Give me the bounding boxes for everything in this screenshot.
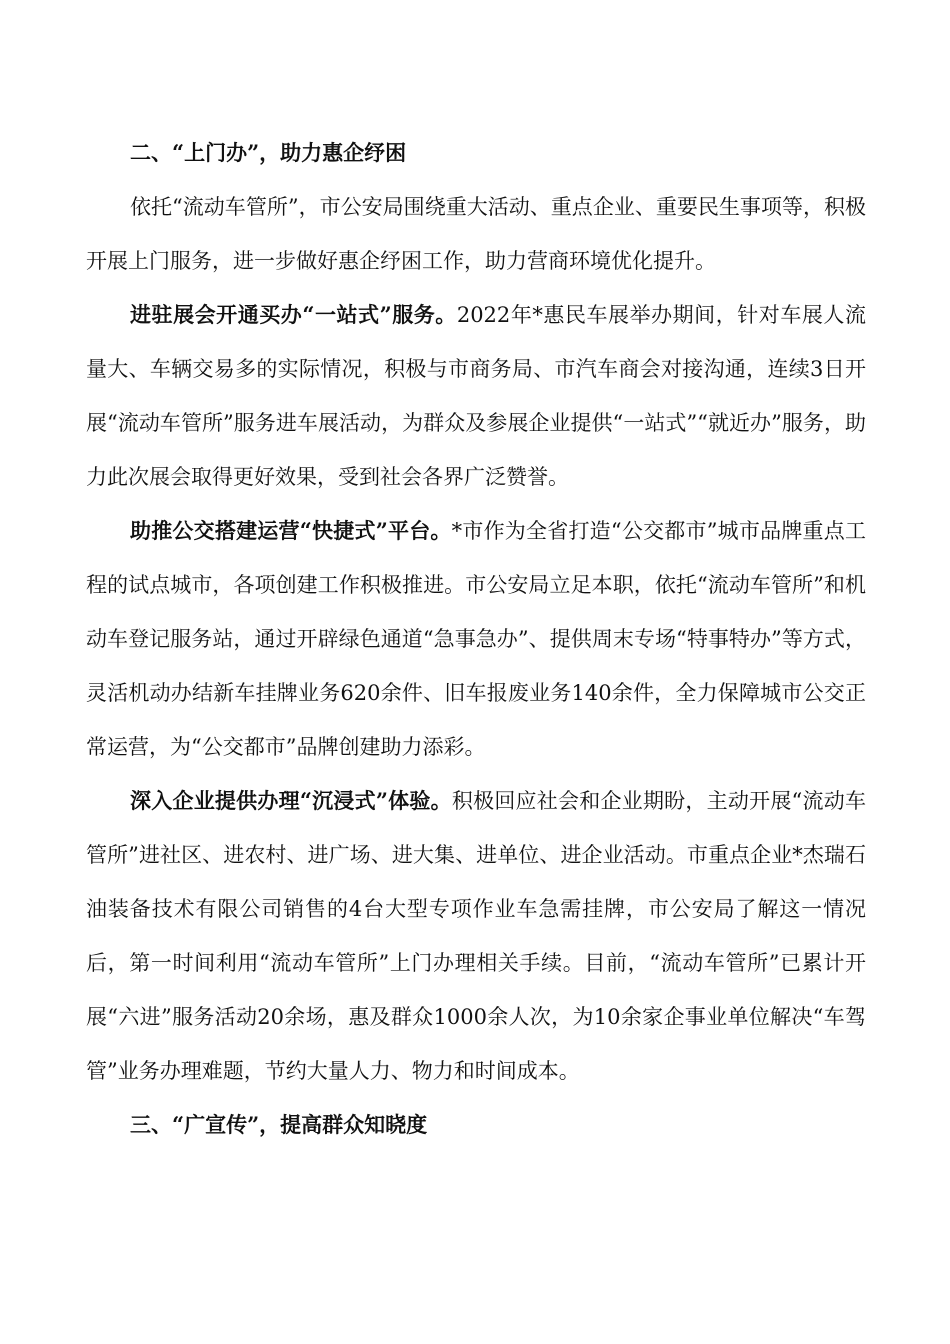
paragraph-bus-lead: 助推公交搭建运营“快捷式”平台。 (130, 518, 452, 543)
intro-paragraph: 依托“流动车管所”，市公安局围绕重大活动、重点企业、重要民生事项等，积极开展上门服务，进一步做好惠企纾困工作，助力营商环境优化提升。 (86, 195, 866, 273)
document-body (86, 126, 866, 1152)
paragraph-exhibition-lead: 进驻展会开通买办“一站式”服务。 (130, 302, 457, 327)
paragraph-bus (86, 504, 866, 774)
section-heading-2: 二、“上门办”，助力惠企纾困 (130, 140, 407, 165)
paragraph-exhibition (86, 288, 866, 504)
paragraph-enterprise (86, 774, 866, 1098)
paragraph-enterprise-body: 积极回应社会和企业期盼，主动开展“流动车管所”进社区、进农村、进广场、进大集、进单位、进企业活动。市重点企业*杰瑞石油装备技术有限公司销售的4台大型专项作业车急需挂牌，市公安局了解这一情况后，第一时间利用“流动车管所”上门办理相关手续。目前，“流动车管所”已累计开展“六进”服务活动20余场，惠及群众1000余人次，为10余家企事业单位解决“车驾管”业务办理难题，节约大量人力、物力和时间成本。 (86, 789, 866, 1083)
paragraph-bus-body: *市作为全省打造“公交都市”城市品牌重点工程的试点城市，各项创建工作积极推进。市公安局立足本职，依托“流动车管所”和机动车登记服务站，通过开辟绿色通道“急事急办”、提供周末专场“特事特办”等方式，灵活机动办结新车挂牌业务620余件、旧车报废业务140余件，全力保障城市公交正常运营，为“公交都市”品牌创建助力添彩。 (86, 519, 866, 759)
section-heading-3: 三、“广宣传”，提高群众知晓度 (130, 1112, 428, 1137)
paragraph-enterprise-lead: 深入企业提供办理“沉浸式”体验。 (130, 788, 452, 813)
paragraph-exhibition-body: 2022年*惠民车展举办期间，针对车展人流量大、车辆交易多的实际情况，积极与市商务局、市汽车商会对接沟通，连续3日开展“流动车管所”服务进车展活动，为群众及参展企业提供“一站式”“就近办”服务，助力此次展会取得更好效果，受到社会各界广泛赞誉。 (86, 303, 866, 489)
